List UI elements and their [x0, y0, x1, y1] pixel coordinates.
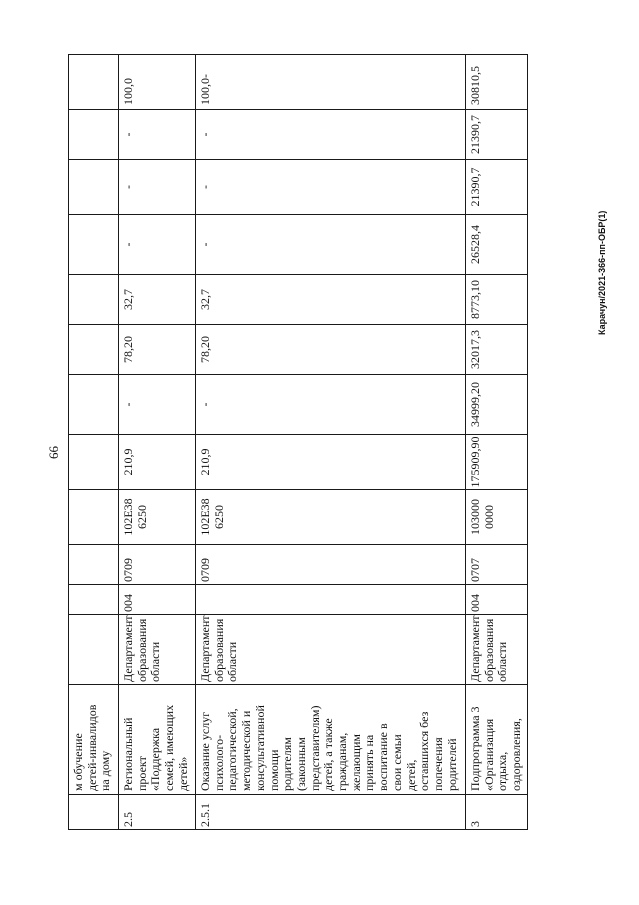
row-2-5-1-value-1: 210,9	[196, 435, 466, 490]
row-2-5-1-value-6: -	[196, 160, 466, 215]
row-2-5-value-8: 100,0	[119, 55, 196, 110]
row-3-grbs-code: 004	[466, 585, 528, 615]
row-2-5-1-value-7: -	[196, 110, 466, 160]
row-continued-number	[69, 795, 119, 830]
row-2-5-1-value-4: 32,7	[196, 275, 466, 325]
row-2-5-1-value-3: 78,20	[196, 325, 466, 375]
row-2-5-section-code: 0709	[119, 545, 196, 585]
table-row-2-5-1	[196, 55, 466, 830]
row-2-5-value-5: -	[119, 215, 196, 275]
row-2-5-number: 2.5	[119, 795, 196, 830]
row-continued-value-8	[69, 55, 119, 110]
row-2-5-target-article: 102E38 6250	[119, 490, 196, 545]
row-2-5-1-number: 2.5.1	[196, 795, 466, 830]
table-row-3	[466, 55, 528, 830]
row-3-name: Подпрограмма 3 «Организация отдыха, оздоровления,	[466, 685, 528, 795]
table-row-continued	[69, 55, 119, 830]
row-2-5-value-4: 32,7	[119, 275, 196, 325]
row-continued-value-5	[69, 215, 119, 275]
row-2-5-1-department: Департамент образования области	[196, 615, 466, 685]
row-2-5-1-target-article: 102E38 6250	[196, 490, 466, 545]
row-2-5-value-1: 210,9	[119, 435, 196, 490]
row-3-section-code: 0707	[466, 545, 528, 585]
row-3-department: Департамент образования области	[466, 615, 528, 685]
row-3-value-1: 175909,90	[466, 435, 528, 490]
row-3-value-2: 34999,20	[466, 375, 528, 435]
row-3-number: 3	[466, 795, 528, 830]
row-3-value-7: 21390,7	[466, 110, 528, 160]
row-3-value-8: 30810,5	[466, 55, 528, 110]
row-continued-value-2	[69, 375, 119, 435]
row-continued-section-code	[69, 545, 119, 585]
row-continued-value-3	[69, 325, 119, 375]
row-3-value-6: 21390,7	[466, 160, 528, 215]
row-3-value-4: 8773,10	[466, 275, 528, 325]
row-continued-value-7	[69, 110, 119, 160]
row-continued-grbs-code	[69, 585, 119, 615]
row-3-value-5: 26528,4	[466, 215, 528, 275]
row-2-5-grbs-code: 004	[119, 585, 196, 615]
budget-table	[68, 54, 528, 830]
row-2-5-1-value-2: -	[196, 375, 466, 435]
row-2-5-1-section-code: 0709	[196, 545, 466, 585]
row-2-5-value-3: 78,20	[119, 325, 196, 375]
row-2-5-1-value-8: 100,0-	[196, 55, 466, 110]
page-number: 66	[46, 446, 61, 459]
row-continued-target-article	[69, 490, 119, 545]
row-2-5-value-2: -	[119, 375, 196, 435]
row-2-5-value-6: -	[119, 160, 196, 215]
table-row-2-5	[119, 55, 196, 830]
row-3-target-article: 103000 0000	[466, 490, 528, 545]
row-2-5-value-7: -	[119, 110, 196, 160]
row-2-5-1-grbs-code	[196, 585, 466, 615]
row-2-5-name: Региональный проект «Поддержка семей, имеющих детей»	[119, 685, 196, 795]
row-continued-value-6	[69, 160, 119, 215]
row-continued-value-1	[69, 435, 119, 490]
row-2-5-department: Департамент образования области	[119, 615, 196, 685]
row-continued-value-4	[69, 275, 119, 325]
row-continued-name: м обучение детей-инвалидов на дому	[69, 685, 119, 795]
row-2-5-1-name: Оказание услуг психолого- педагогической, методической и консультативной помощи родителям (законным представителям) детей, а также гражданам, желающим принять на воспитание в свои семьи детей, оставшихся без попечения родителей	[196, 685, 466, 795]
document-stamp: Карачун/2021-366-пп-ОБР(1)	[597, 210, 607, 335]
row-3-value-3: 32017,3	[466, 325, 528, 375]
row-continued-department	[69, 615, 119, 685]
row-2-5-1-value-5: -	[196, 215, 466, 275]
